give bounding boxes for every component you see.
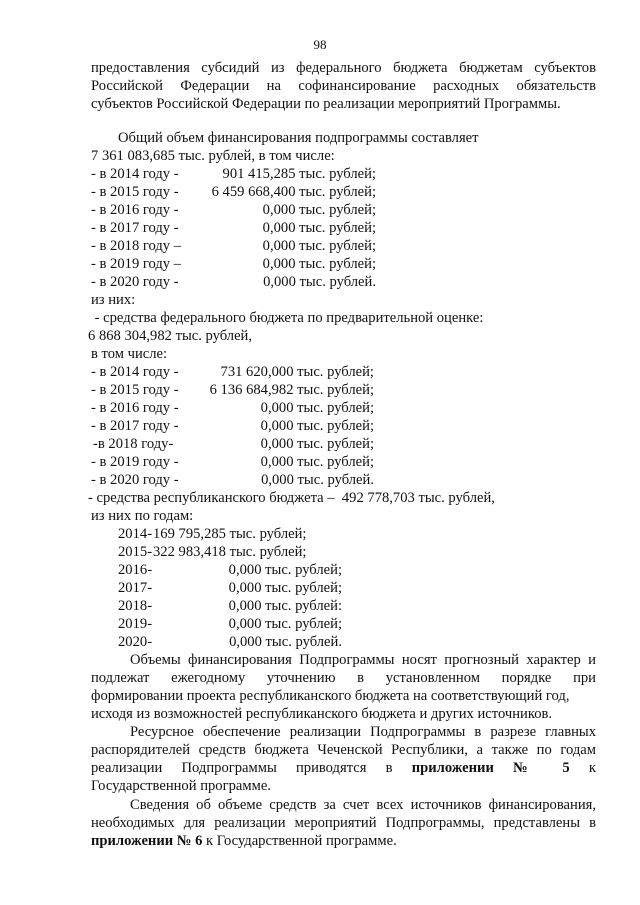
federal-amount: 6 868 304,982 тыс. рублей, <box>88 328 253 344</box>
info-line-3-tail: к Государственной программе. <box>202 833 397 849</box>
total-year-label: - в 2015 году - <box>91 184 179 200</box>
total-year-label: - в 2019 году – <box>91 256 182 272</box>
total-year-value: 0,000 тыс. рублей. <box>263 274 376 290</box>
republic-year-value: 0,000 тыс. рублей. <box>229 634 342 650</box>
total-year-label: - в 2016 году - <box>91 202 179 218</box>
federal-year-label: - в 2015 году - <box>91 382 179 398</box>
federal-year-value: 0,000 тыс. рублей; <box>260 400 374 416</box>
resource-line-2: распорядителей средств бюджета Чеченской Республики, а также по годам <box>91 742 596 758</box>
total-year-value: 0,000 тыс. рублей; <box>262 220 376 236</box>
total-year-value: 901 415,285 тыс. рублей; <box>222 166 376 182</box>
total-heading: Общий объем финансирования подпрограммы составляет <box>118 130 479 146</box>
intro-line-2: Российской Федерации на софинансирование расходных обязательств <box>91 78 596 94</box>
resource-line-3-tail: к <box>588 760 596 776</box>
intro-line-3: субъектов Российской Федерации по реализации мероприятий Программы. <box>91 96 561 112</box>
total-year-value: 0,000 тыс. рублей; <box>262 256 376 272</box>
federal-year-value: 0,000 тыс. рублей; <box>260 436 374 452</box>
republic-by-years: из них по годам: <box>91 508 194 524</box>
total-year-label: - в 2020 году - <box>91 274 179 290</box>
total-year-label: - в 2018 году – <box>91 238 182 254</box>
forecast-line-2: подлежат ежегодному уточнению в установленном порядке при <box>91 670 596 686</box>
total-year-value: 0,000 тыс. рублей; <box>262 238 376 254</box>
republic-year-label: 2016- <box>118 562 153 578</box>
federal-year-value: 0,000 тыс. рублей. <box>261 472 374 488</box>
republic-year-value: 0,000 тыс. рублей; <box>228 616 342 632</box>
republic-year-value: 0,000 тыс. рублей; <box>228 562 342 578</box>
resource-line-3 <box>91 760 596 777</box>
total-year-value: 6 459 668,400 тыс. рублей; <box>211 184 376 200</box>
federal-year-label: -в 2018 году- <box>93 436 174 452</box>
resource-line-3-text: реализации Подпрограммы приводятся в <box>91 760 393 776</box>
total-year-label: - в 2017 году - <box>91 220 179 236</box>
republic-year-label: 2019- <box>118 616 153 632</box>
page-number: 98 <box>313 37 327 52</box>
federal-year-label: - в 2016 году - <box>91 400 179 416</box>
info-line-2: необходимых для реализации мероприятий Подпрограммы, представлены в <box>91 815 596 831</box>
federal-year-label: - в 2017 году - <box>91 418 179 434</box>
republic-year-label: 2017- <box>118 580 153 596</box>
republic-year-value: 0,000 тыс. рублей; <box>228 580 342 596</box>
federal-year-value: 731 620,000 тыс. рублей; <box>220 364 374 380</box>
republic-year-value: 322 983,418 тыс. рублей; <box>153 544 307 560</box>
forecast-line-4: исходя из возможностей республиканского бюджета и других источников. <box>91 706 553 722</box>
resource-line-4: Государственной программе. <box>91 778 271 794</box>
federal-including: в том числе: <box>91 346 168 362</box>
republic-year-label: 2015- <box>118 544 153 560</box>
federal-year-value: 6 136 684,982 тыс. рублей; <box>209 382 374 398</box>
forecast-line-3: формировании проекта республиканского бюджета на соответствующий год, <box>91 688 570 704</box>
info-line-1: Сведения об объеме средств за счет всех источников финансирования, <box>130 797 596 813</box>
republic-year-label: 2014- <box>118 526 153 542</box>
total-year-label: - в 2014 году - <box>91 166 179 182</box>
federal-year-label: - в 2019 году - <box>91 454 179 470</box>
info-line-3 <box>91 833 397 850</box>
appendix-5-ref: приложении № 5 <box>411 760 570 776</box>
resource-line-1: Ресурсное обеспечение реализации Подпрограммы в разрезе главных <box>130 724 596 740</box>
of-which-label: из них: <box>91 292 136 308</box>
federal-year-value: 0,000 тыс. рублей; <box>260 418 374 434</box>
republic-year-label: 2020- <box>118 634 153 650</box>
republic-heading: - средства республиканского бюджета – 492 778,703 тыс. рублей, <box>88 490 495 506</box>
federal-heading: - средства федерального бюджета по предварительной оценке: <box>91 310 484 326</box>
intro-line-1: предоставления субсидий из федерального бюджета бюджетам субъектов <box>91 60 596 76</box>
republic-year-label: 2018- <box>118 598 153 614</box>
federal-year-label: - в 2014 году - <box>91 364 179 380</box>
appendix-6-ref: приложении № 6 <box>91 833 203 849</box>
republic-year-value: 0,000 тыс. рублей: <box>228 598 342 614</box>
total-year-value: 0,000 тыс. рублей; <box>262 202 376 218</box>
republic-year-value: 169 795,285 тыс. рублей; <box>153 526 307 542</box>
total-amount: 7 361 083,685 тыс. рублей, в том числе: <box>91 148 335 164</box>
federal-year-label: - в 2020 году - <box>91 472 179 488</box>
forecast-line-1: Объемы финансирования Подпрограммы носят прогнозный характер и <box>130 652 596 668</box>
federal-year-value: 0,000 тыс. рублей; <box>260 454 374 470</box>
